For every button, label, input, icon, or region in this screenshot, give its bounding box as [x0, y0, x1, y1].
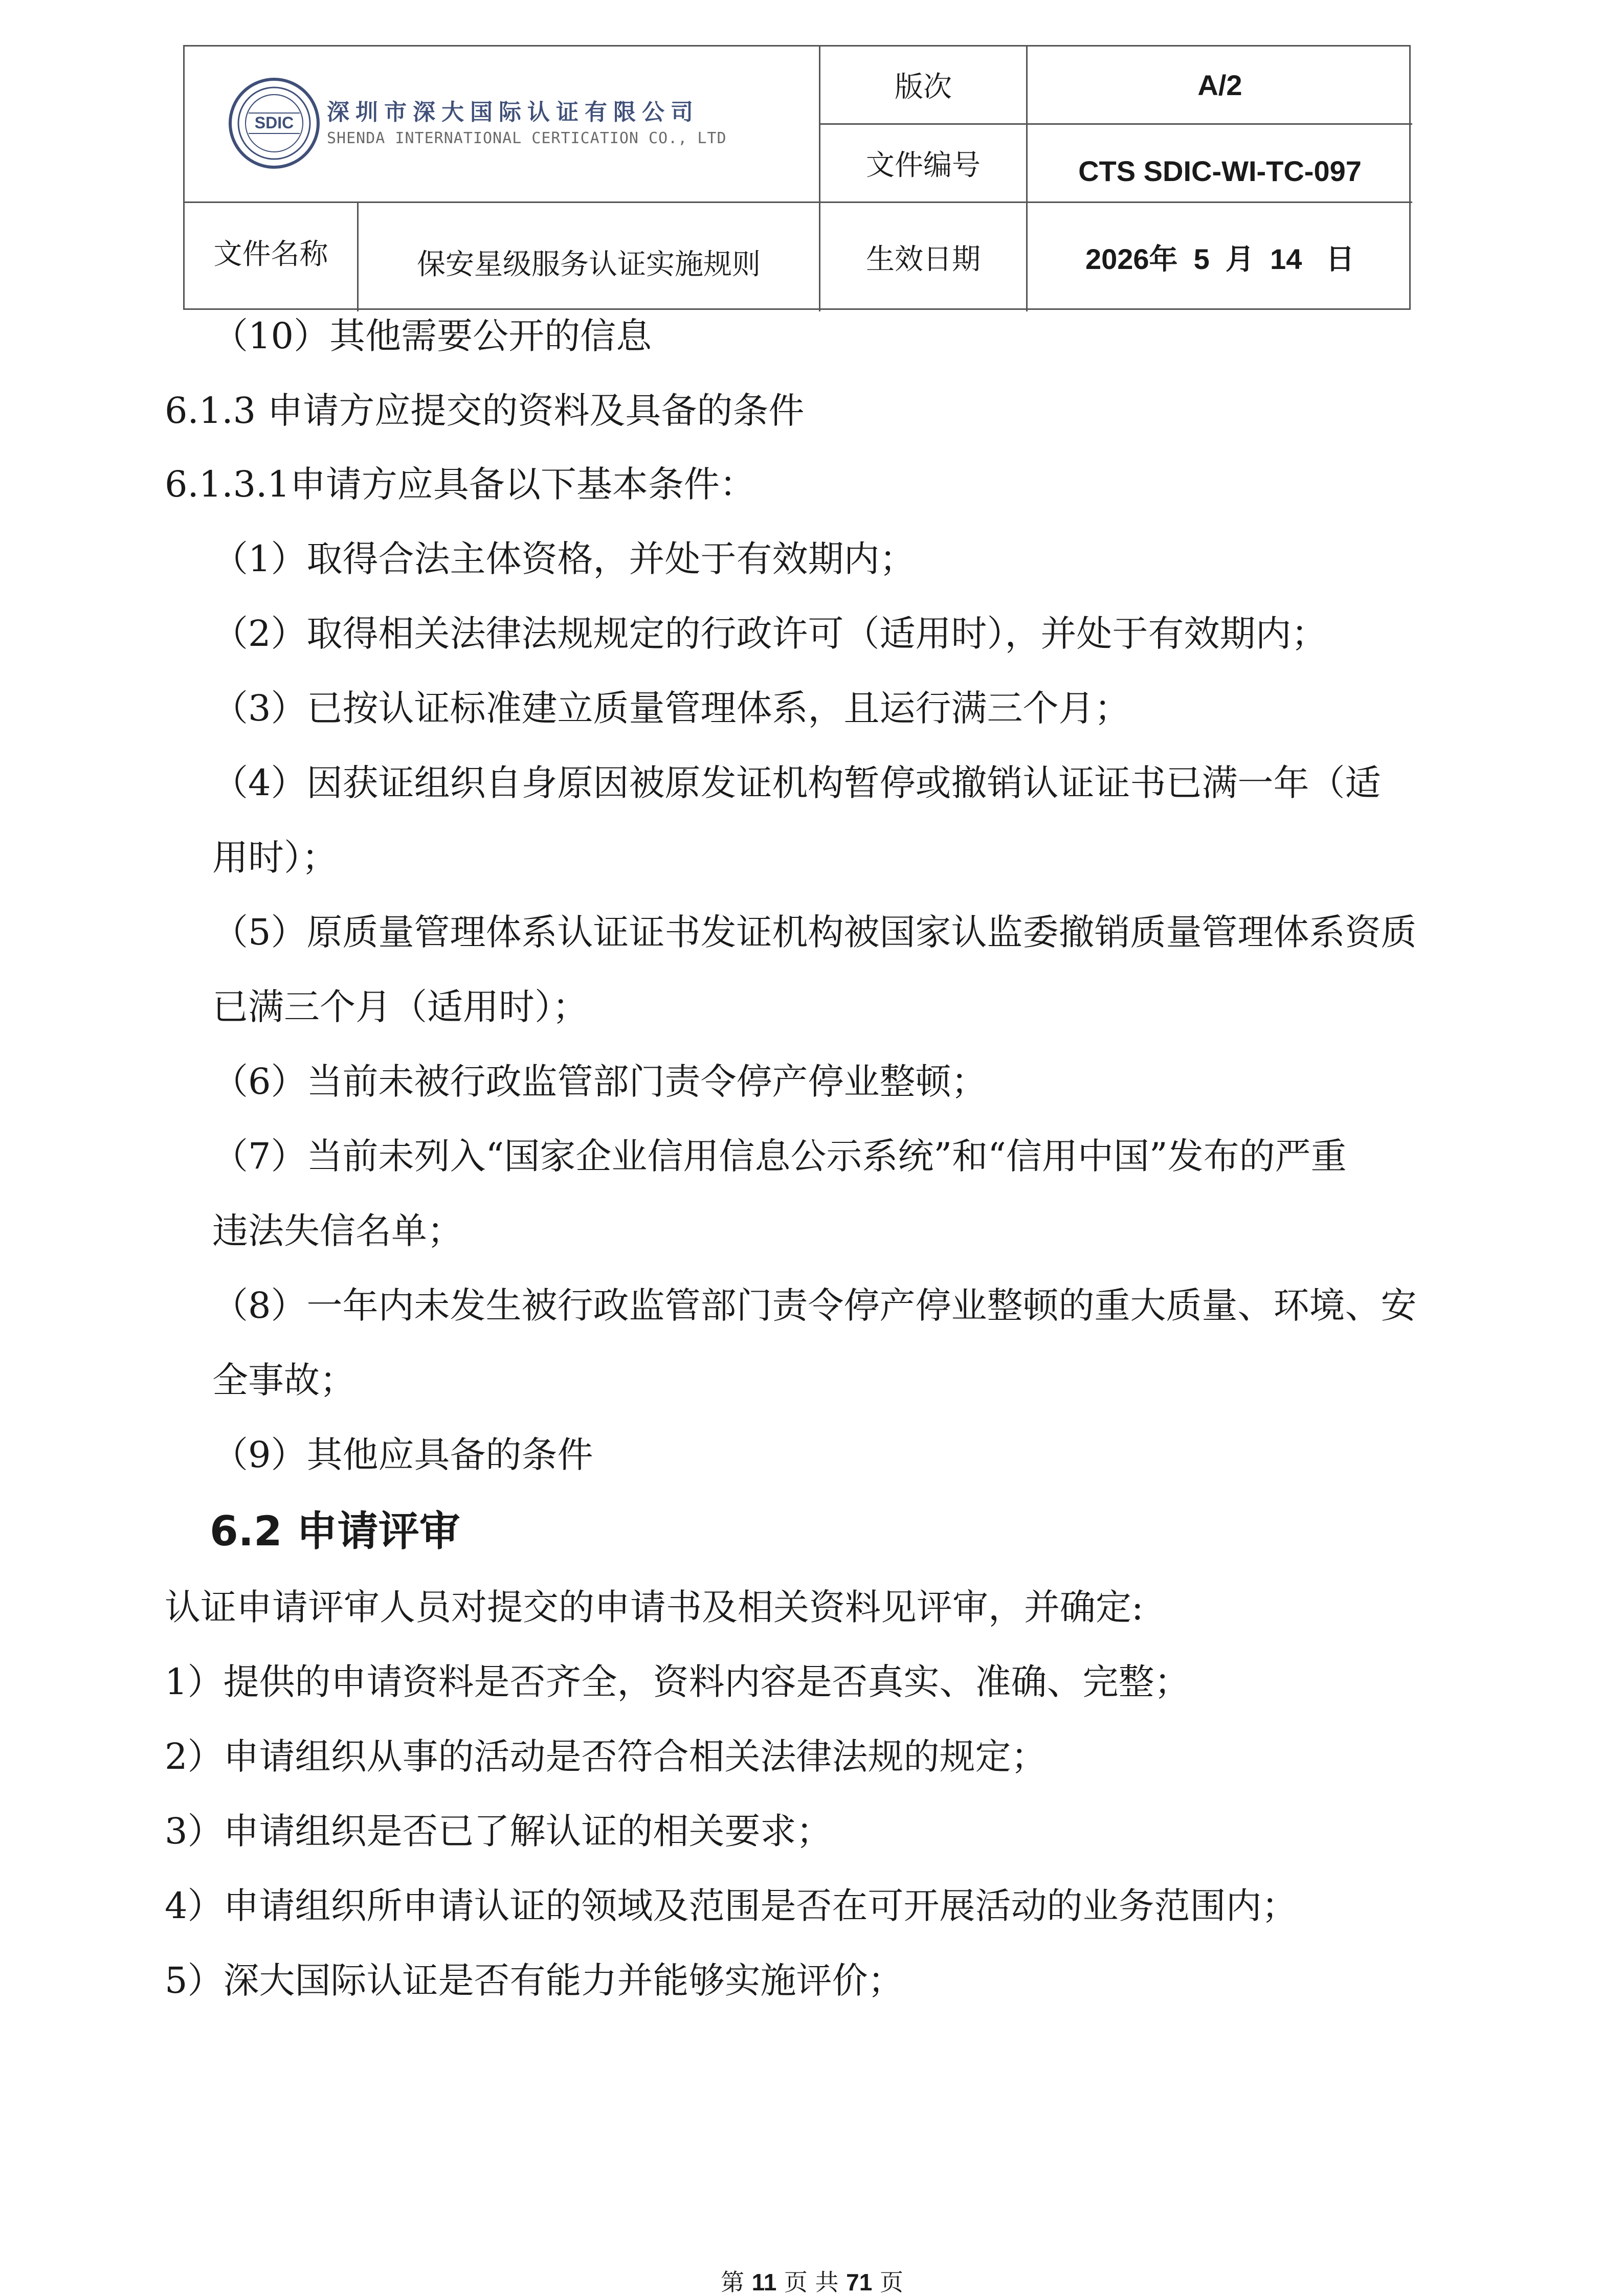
section-heading-6-1-3: 6.1.3 申请方应提交的资料及具备的条件: [165, 390, 805, 432]
company-seal-icon: [228, 77, 320, 169]
company-name-en: SHENDA INTERNATIONAL CERTICATION CO., LTD: [327, 129, 727, 147]
list-item: 4）申请组织所申请认证的领域及范围是否在可开展活动的业务范围内；: [165, 1885, 1298, 1927]
list-item: （2）取得相关法律法规规定的行政许可（适用时），并处于有效期内；: [212, 613, 1327, 655]
list-item: （1）取得合法主体资格，并处于有效期内；: [212, 538, 916, 580]
paragraph-line: （10）其他需要公开的信息: [212, 315, 652, 357]
document-name-value: 保安星级服务认证实施规则: [417, 248, 761, 281]
footer-di: 第: [721, 2268, 745, 2296]
document-name-label: 文件名称: [213, 238, 328, 271]
paragraph-line: 6.1.3.1申请方应具备以下基本条件：: [165, 463, 755, 505]
company-logo-cell: [185, 47, 819, 201]
footer-ye: 页: [879, 2268, 903, 2296]
list-item-continued: 违法失信名单；: [212, 1210, 463, 1252]
version-label: 版次: [895, 71, 952, 104]
effective-date-value: 2026年 5 月 14 日: [1085, 243, 1355, 275]
list-item-continued: 全事故；: [212, 1359, 355, 1401]
document-number-label: 文件编号: [866, 149, 981, 182]
effective-date-label: 生效日期: [866, 243, 981, 276]
document-header-table: [183, 45, 1411, 310]
list-item: 3）申请组织是否已了解认证的相关要求；: [165, 1810, 832, 1852]
list-item: 5）深大国际认证是否有能力并能够实施评价；: [165, 1960, 904, 2001]
list-item: （4）因获证组织自身原因被原发证机构暂停或撤销认证证书已满一年（适: [212, 762, 1381, 804]
version-value: A/2: [1197, 69, 1242, 101]
page-number: 11: [751, 2269, 777, 2295]
list-item-continued: 已满三个月（适用时）；: [212, 986, 588, 1028]
paragraph-line: 认证申请评审人员对提交的申请书及相关资料见评审，并确定:: [165, 1586, 1144, 1628]
page-footer: [0, 2270, 1624, 2294]
document-number-value: CTS SDIC-WI-TC-097: [1078, 154, 1362, 187]
list-item: （3）已按认证标准建立质量管理体系，且运行满三个月；: [212, 687, 1130, 729]
list-item: （8）一年内未发生被行政监管部门责令停产停业整顿的重大质量、环境、安: [212, 1285, 1417, 1326]
list-item: 2）申请组织从事的活动是否符合相关法律法规的规定；: [165, 1736, 1047, 1777]
list-item: （5）原质量管理体系认证证书发证机构被国家认监委撤销质量管理体系资质: [212, 911, 1417, 953]
list-item: 1）提供的申请资料是否齐全，资料内容是否真实、准确、完整；: [165, 1661, 1190, 1703]
footer-ye: 页 共: [784, 2268, 839, 2296]
list-item-continued: 用时）；: [212, 837, 338, 879]
list-item: （6）当前未被行政监管部门责令停产停业整顿；: [212, 1061, 987, 1102]
list-item: （9）其他应具备的条件: [212, 1434, 593, 1476]
section-heading-6-2: 6.2 申请评审: [210, 1507, 460, 1555]
logo-text: SDIC: [254, 114, 294, 132]
list-item: （7）当前未列入“国家企业信用信息公示系统”和“信用中国”发布的严重: [212, 1135, 1347, 1177]
company-name-cn: 深圳市深大国际认证有限公司: [327, 99, 699, 125]
total-pages: 71: [846, 2269, 873, 2295]
